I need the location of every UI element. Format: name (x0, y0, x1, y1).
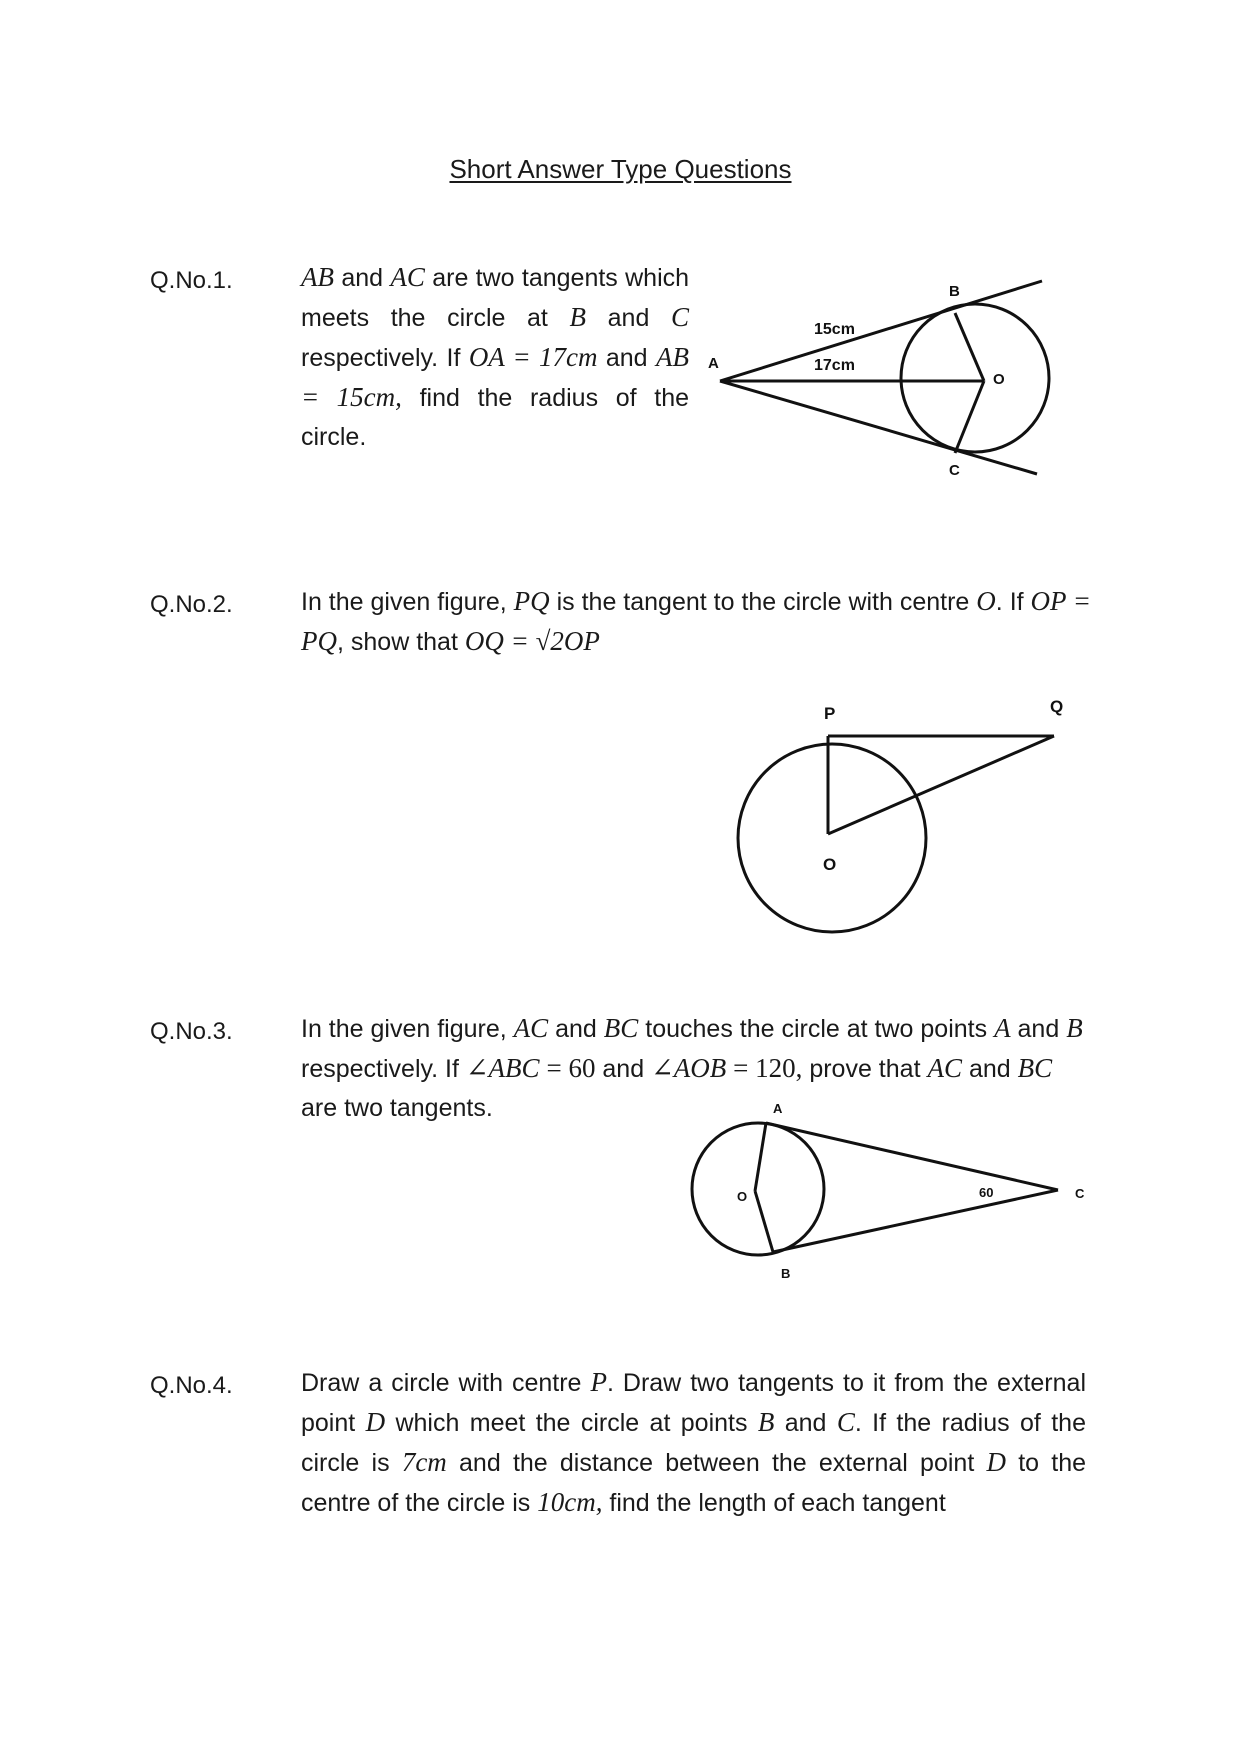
radius-oa (755, 1123, 766, 1191)
page-title: Short Answer Type Questions (449, 154, 792, 184)
circle (901, 304, 1049, 452)
label-a: A (773, 1101, 783, 1116)
question-number: Q.No.2. (150, 591, 233, 618)
label-o: O (823, 855, 837, 874)
label-p: P (824, 704, 836, 723)
tangent-ac (720, 381, 1037, 474)
label-a: A (708, 355, 719, 372)
figure-1 (700, 268, 1060, 483)
label-o: O (993, 371, 1005, 388)
label-c: C (949, 462, 960, 479)
tangent-ac (766, 1123, 1058, 1190)
label-ao-length: 17cm (814, 357, 855, 374)
tangent-ab (720, 281, 1042, 381)
question-number: Q.No.3. (150, 1018, 233, 1045)
radius-ob (755, 1191, 773, 1252)
question-text: In the given figure, AC and BC touches the circle at two points A and B respectively. If ∠ABC = 60 and ∠AOB = 120, prove that AC and BC are two tangents. (301, 1013, 1083, 1122)
segment-oq (828, 736, 1054, 834)
question-text: In the given figure, PQ is the tangent to the circle with centre O. If OP = PQ, show that OQ = √2OP (301, 586, 1092, 656)
label-q: Q (1050, 697, 1064, 716)
label-o: O (737, 1189, 748, 1204)
radius-ob (955, 313, 984, 381)
label-angle: 60 (979, 1185, 994, 1200)
question-number: Q.No.1. (150, 267, 233, 294)
radius-oc (955, 381, 984, 453)
circle (738, 744, 926, 932)
figure-2 (720, 690, 1080, 990)
figure-3 (680, 1095, 1100, 1285)
question-text: AB and AC are two tangents which meets the circle at B and C respectively. If OA = 17cm and AB = 15cm, find the radius of the circle. (301, 262, 690, 451)
label-c: C (1075, 1186, 1085, 1201)
label-ab-length: 15cm (814, 321, 855, 338)
label-b: B (781, 1266, 791, 1281)
label-b: B (949, 283, 960, 300)
question-text: Draw a circle with centre P. Draw two tangents to it from the external point D which meet the circle at points B and C. If the radius of the circle is 7cm and the distance between the external point D to the centre of the circle is 10cm, find the length of each tangent (301, 1367, 1087, 1517)
question-number: Q.No.4. (150, 1372, 233, 1399)
circle (692, 1123, 824, 1255)
